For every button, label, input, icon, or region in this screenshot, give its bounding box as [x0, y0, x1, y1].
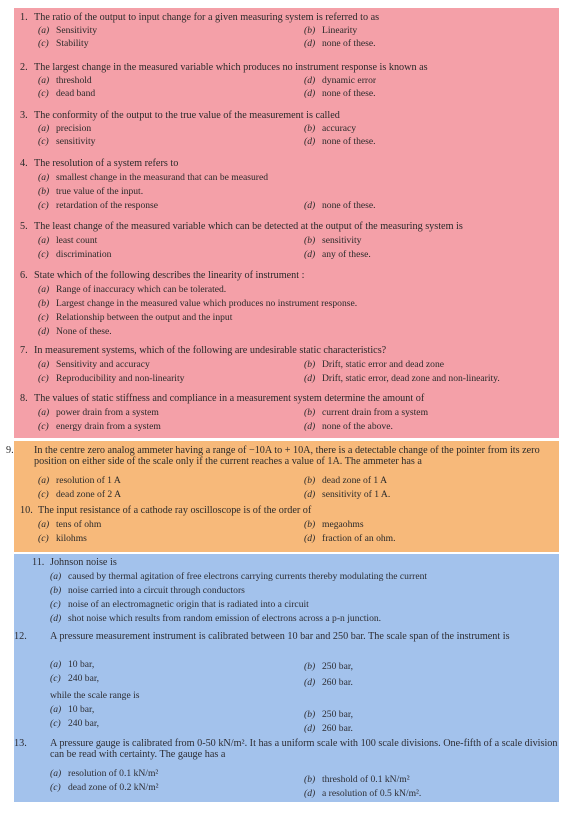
question-text: 6. State which of the following describes the linearity of instrument : [20, 270, 305, 281]
option-b: (b) accuracy [304, 123, 357, 134]
question-text: 8. The values of static stiffness and compliance in a measurement system determine the amount of [20, 393, 425, 404]
option-b: (b) threshold of 0.1 kN/m² [304, 774, 410, 785]
option-c: (c) noise of an electromagnetic origin that is radiated into a circuit [50, 599, 309, 610]
option-d: (d) a resolution of 0.5 kN/m². [304, 788, 422, 799]
option-c: (c) energy drain from a system [38, 421, 161, 432]
question-text: 9. In the centre zero analog ammeter having a range of −10A to + 10A, there is a detectable change of the pointer from its zero position on either side of the scale only if the current reaches a value of 1A. The ammeter has a [6, 445, 540, 467]
question-text: 2. The largest change in the measured variable which produces no instrument response is known as [20, 62, 428, 73]
option-d: (d) none of these. [304, 88, 376, 99]
option-c: (c) retardation of the response [38, 200, 159, 211]
option-b: (b) current drain from a system [304, 407, 429, 418]
question-text: 11. Johnson noise is [32, 557, 117, 568]
option-b: (b) Largest change in the measured value which produces no instrument response. [38, 298, 358, 309]
option-c: (c) dead band [38, 88, 96, 99]
option-d: (d) any of these. [304, 249, 371, 260]
option-d: (d) none of these. [304, 38, 376, 49]
option-a: (a) threshold [38, 75, 92, 86]
option-c: (c) Stability [38, 38, 89, 49]
option-b: (b) true value of the input. [38, 186, 144, 197]
option-d: (d) none of these. [304, 200, 376, 211]
option-a: (a) 10 bar, [50, 704, 95, 715]
red-highlight-block [14, 8, 559, 438]
option-d: (d) none of these. [304, 136, 376, 147]
option-c: (c) dead zone of 0.2 kN/m² [50, 782, 159, 793]
question-text: 4. The resolution of a system refers to [20, 158, 179, 169]
option-a: (a) resolution of 0.1 kN/m² [50, 768, 159, 779]
option-d: (d) dynamic error [304, 75, 377, 86]
question-text: 5. The least change of the measured variable which can be detected at the output of the measuring system is [20, 221, 463, 232]
option-c: (c) dead zone of 2 A [38, 489, 122, 500]
question-subtext: while the scale range is [50, 690, 140, 701]
option-d: (d) sensitivity of 1 A. [304, 489, 391, 500]
option-b: (b) 250 bar, [304, 709, 354, 720]
option-a: (a) tens of ohm [38, 519, 102, 530]
orange-highlight-block [6, 441, 559, 552]
option-a: (a) Range of inaccuracy which can be tolerated. [38, 284, 227, 295]
option-b: (b) sensitivity [304, 235, 362, 246]
option-d: (d) none of the above. [304, 421, 393, 432]
option-a: (a) precision [38, 123, 92, 134]
blue-highlight-block [14, 554, 559, 802]
option-a: (a) smallest change in the measurand that can be measured [38, 172, 269, 183]
option-d: (d) shot noise which results from random emission of electrons across a p-n junction. [50, 613, 382, 624]
option-c: (c) Reproducibility and non-linearity [38, 373, 185, 384]
option-a: (a) caused by thermal agitation of free electrons carrying currents thereby modulating the current [50, 571, 428, 582]
option-c: (c) kilohms [38, 533, 87, 544]
option-a: (a) 10 bar, [50, 659, 95, 670]
question-text: 13. A pressure gauge is calibrated from 0-50 kN/m². It has a uniform scale with 100 scale divisions. One-fifth of a scale division can be read with certainty. The gauge has a [14, 738, 558, 760]
option-b: (b) noise carried into a circuit through conductors [50, 585, 245, 596]
option-b: (b) 250 bar, [304, 661, 354, 672]
option-d: (d) 260 bar. [304, 677, 353, 688]
option-b: (b) dead zone of 1 A [304, 475, 388, 486]
option-b: (b) Linearity [304, 25, 358, 36]
question-text: 10. The input resistance of a cathode ray oscilloscope is of the order of [20, 505, 312, 516]
option-c: (c) discrimination [38, 249, 112, 260]
question-text: 3. The conformity of the output to the true value of the measurement is called [20, 110, 340, 121]
option-a: (a) least count [38, 235, 98, 246]
option-d: (d) Drift, static error, dead zone and non-linearity. [304, 373, 500, 384]
option-c: (c) 240 bar, [50, 718, 100, 729]
question-text: 7. In measurement systems, which of the following are undesirable static characteristics? [20, 345, 387, 356]
option-d: (d) 260 bar. [304, 723, 353, 734]
option-c: (c) 240 bar, [50, 673, 100, 684]
option-a: (a) Sensitivity and accuracy [38, 359, 150, 370]
option-d: (d) fraction of an ohm. [304, 533, 396, 544]
option-b: (b) Drift, static error and dead zone [304, 359, 444, 370]
option-a: (a) Sensitivity [38, 25, 98, 36]
option-a: (a) resolution of 1 A [38, 475, 121, 486]
question-text: 1. The ratio of the output to input change for a given measuring system is referred to as [20, 12, 380, 23]
option-a: (a) power drain from a system [38, 407, 159, 418]
option-d: (d) None of these. [38, 326, 112, 337]
option-c: (c) sensitivity [38, 136, 96, 147]
option-b: (b) megaohms [304, 519, 364, 530]
question-text: 12. A pressure measurement instrument is calibrated between 10 bar and 250 bar. The scale span of the instrument is [14, 631, 510, 642]
option-c: (c) Relationship between the output and the input [38, 312, 233, 323]
